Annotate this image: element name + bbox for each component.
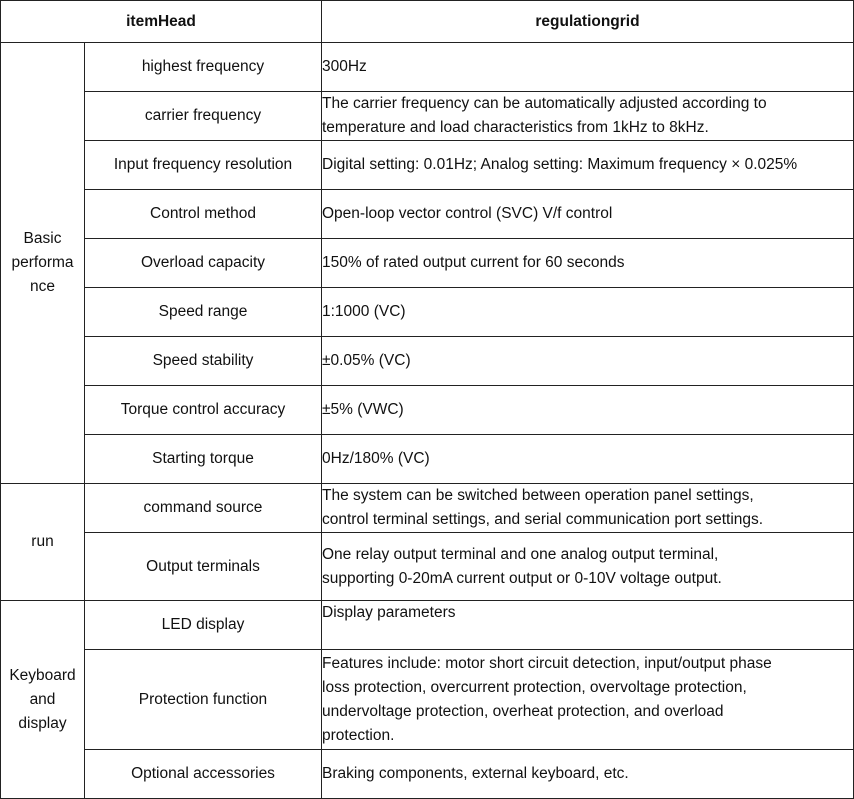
value-cell: ±5% (VWC) [322, 386, 854, 435]
item-cell: Starting torque [85, 435, 322, 484]
value-cell: 1:1000 (VC) [322, 288, 854, 337]
item-cell: Overload capacity [85, 239, 322, 288]
table-row [1, 288, 854, 337]
value-cell: Braking components, external keyboard, etc. [322, 750, 854, 799]
item-cell: Input frequency resolution [85, 141, 322, 190]
value-cell: The system can be switched between operation panel settings, control terminal settings, and serial communication port settings. [322, 484, 854, 533]
item-cell: Output terminals [85, 533, 322, 601]
value-cell: 150% of rated output current for 60 seconds [322, 239, 854, 288]
table-row [1, 601, 854, 650]
item-cell: highest frequency [85, 43, 322, 92]
value-cell: Digital setting: 0.01Hz; Analog setting: Maximum frequency × 0.025% [322, 141, 854, 190]
item-cell: Speed stability [85, 337, 322, 386]
table-row [1, 484, 854, 533]
value-cell: The carrier frequency can be automatically adjusted according to temperature and load characteristics from 1kHz to 8kHz. [322, 92, 854, 141]
item-cell: command source [85, 484, 322, 533]
header-item-head: itemHead [1, 1, 322, 43]
table-row [1, 533, 854, 601]
value-cell: Display parameters [322, 601, 854, 650]
value-cell: One relay output terminal and one analog output terminal, supporting 0-20mA current output or 0-10V voltage output. [322, 533, 854, 601]
table-row [1, 239, 854, 288]
group-label-keyboard-and-display: Keyboard and display [1, 601, 85, 799]
item-cell: Control method [85, 190, 322, 239]
table-row [1, 435, 854, 484]
table-row [1, 650, 854, 750]
header-regulation-grid: regulationgrid [322, 1, 854, 43]
table-row [1, 386, 854, 435]
value-cell: Features include: motor short circuit detection, input/output phase loss protection, overcurrent protection, overvoltage protection, undervoltage protection, overheat protection, and overload protection. [322, 650, 854, 750]
group-label-run: run [1, 484, 85, 601]
table-row [1, 43, 854, 92]
value-cell: ±0.05% (VC) [322, 337, 854, 386]
item-cell: Protection function [85, 650, 322, 750]
table-row [1, 750, 854, 799]
value-cell: Open-loop vector control (SVC) V/f control [322, 190, 854, 239]
table-header-row [1, 1, 854, 43]
item-cell: LED display [85, 601, 322, 650]
table-row [1, 92, 854, 141]
group-label-basic-performance: Basic performa nce [1, 43, 85, 484]
table-row [1, 141, 854, 190]
item-cell: carrier frequency [85, 92, 322, 141]
value-cell: 0Hz/180% (VC) [322, 435, 854, 484]
item-cell: Torque control accuracy [85, 386, 322, 435]
item-cell: Optional accessories [85, 750, 322, 799]
table-row [1, 190, 854, 239]
table-row [1, 337, 854, 386]
item-cell: Speed range [85, 288, 322, 337]
value-cell: 300Hz [322, 43, 854, 92]
